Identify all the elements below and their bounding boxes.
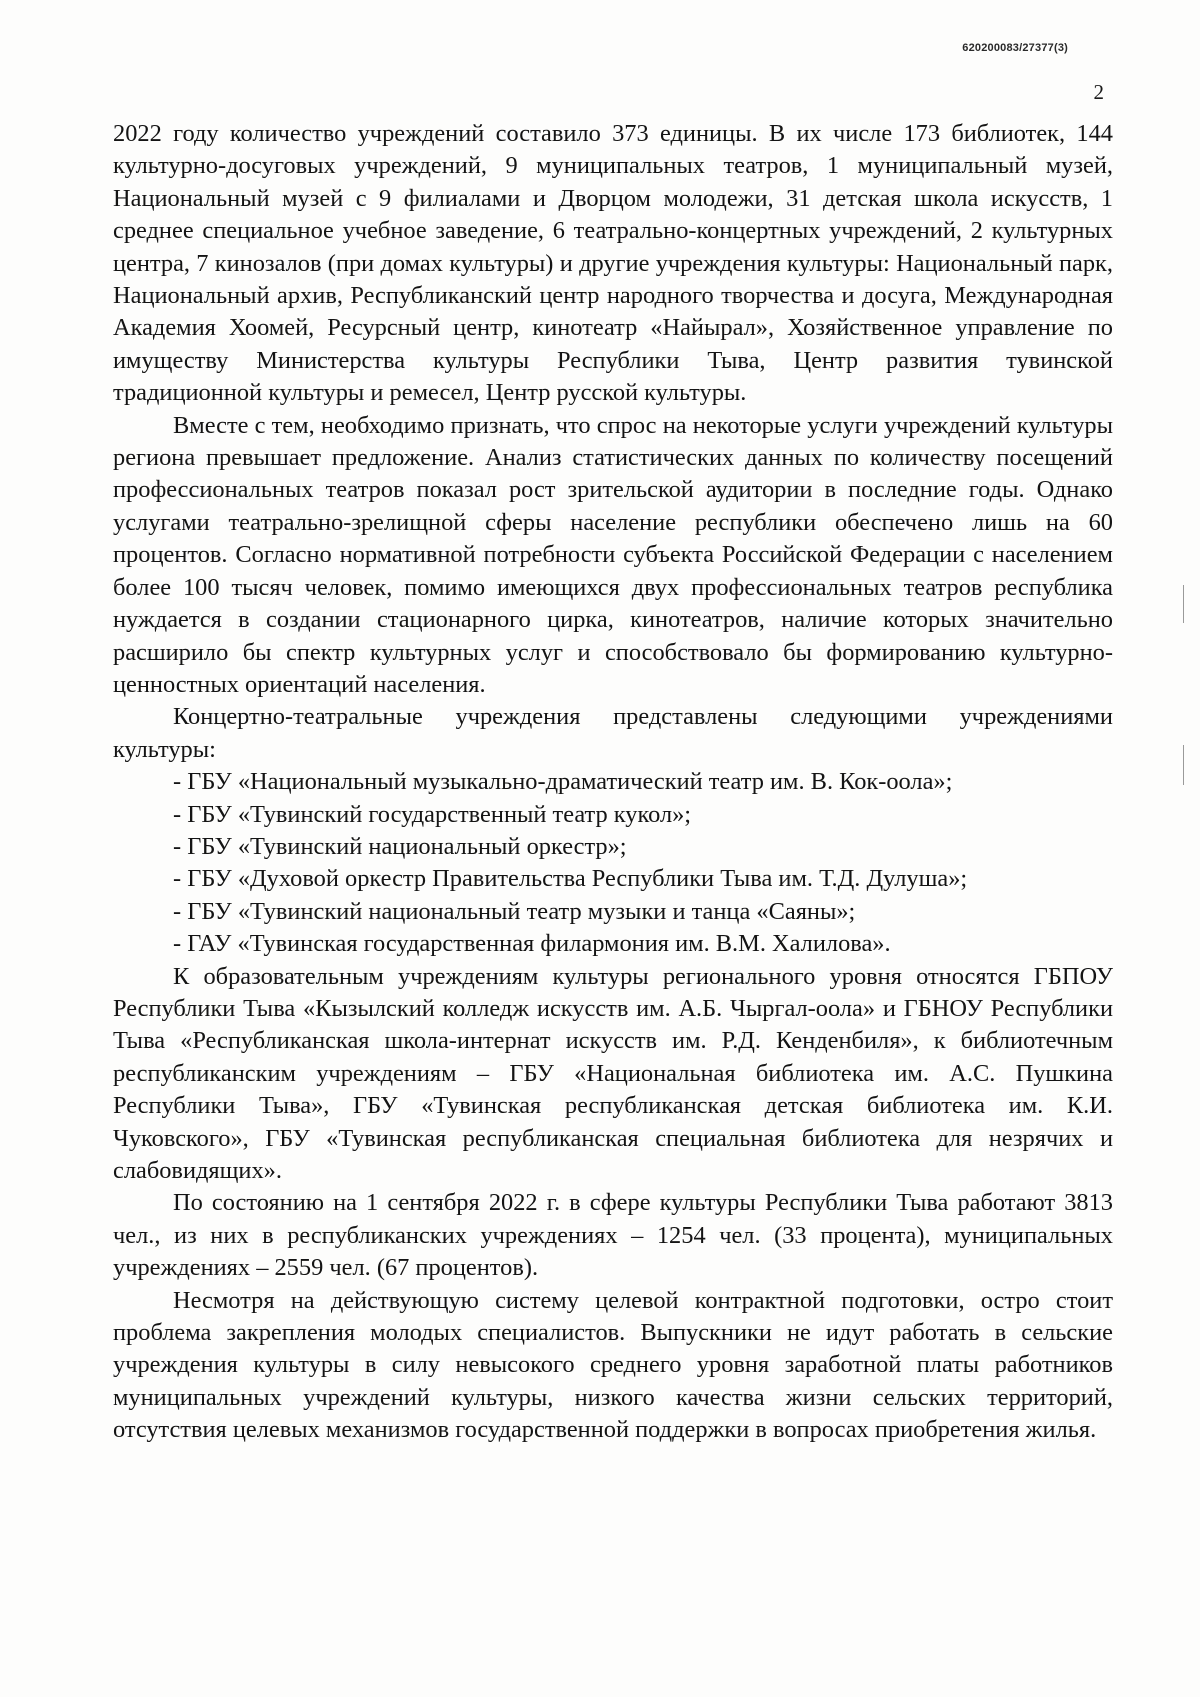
list-item: - ГБУ «Тувинский национальный театр музыки и танца «Саяны»; bbox=[173, 897, 856, 925]
list-item: - ГБУ «Национальный музыкально-драматический театр им. В. Кок-оола»; bbox=[173, 768, 953, 796]
paragraph-educational-institutions: К образовательным учреждениям культуры регионального уровня относятся ГБПОУ Республики Тыва «Кызылский колледж искусств им. А.Б. Чыргал-оола» и ГБНОУ Республики Тыва «Республиканская школа-интернат искусств им. Р.Д. Кенденбиля», к библиотечным республиканским учреждениям – ГБУ «Национальная библиотека им. А.С. Пушкина Республики Тыва», ГБУ «Тувинская республиканская детская библиотека им. К.И. Чуковского», ГБУ «Тувинская республиканская специальная библиотека для незрячих и слабовидящих». bbox=[113, 962, 1113, 1184]
list-item: - ГБУ «Духовой оркестр Правительства Республики Тыва им. Т.Д. Дулуша»; bbox=[173, 865, 968, 893]
institution-list bbox=[113, 766, 1113, 960]
list-item: - ГАУ «Тувинская государственная филармония им. В.М. Халилова». bbox=[173, 930, 891, 958]
scan-margin-mark bbox=[1183, 585, 1184, 623]
page-number: 2 bbox=[1093, 80, 1104, 104]
list-item: - ГБУ «Тувинский государственный театр кукол»; bbox=[173, 800, 692, 828]
paragraph-staff-count: По состоянию на 1 сентября 2022 г. в сфере культуры Республики Тыва работают 3813 чел., из них в республиканских учреждениях – 1254 чел. (33 процента), муниципальных учреждениях – 2559 чел. (67 процентов). bbox=[113, 1189, 1113, 1282]
paragraph-concert-theatre-intro: Концертно-театральные учреждения представлены следующими учреждениями культуры: bbox=[113, 703, 1113, 763]
scan-margin-mark bbox=[1183, 745, 1184, 785]
document-body bbox=[113, 118, 1113, 1447]
document-id: 620200083/27377(3) bbox=[962, 42, 1068, 54]
paragraph-young-specialists: Несмотря на действующую систему целевой контрактной подготовки, остро стоит проблема закрепления молодых специалистов. Выпускники не идут работать в сельские учреждения культуры в силу невысокого среднего уровня заработной платы работников муниципальных учреждений культуры, низкого качества жизни сельских территорий, отсутствия целевых механизмов государственной поддержки в вопросах приобретения жилья. bbox=[113, 1286, 1113, 1444]
list-item: - ГБУ «Тувинский национальный оркестр»; bbox=[173, 832, 627, 860]
paragraph-demand: Вместе с тем, необходимо признать, что спрос на некоторые услуги учреждений культуры региона превышает предложение. Анализ статистических данных по количеству посещений профессиональных театров показал рост зрительской аудитории в последние годы. Однако услугами театрально-зрелищной сферы население республики обеспечено лишь на 60 процентов. Согласно нормативной потребности субъекта Российской Федерации с населением более 100 тысяч человек, помимо имеющихся двух профессиональных театров республика нуждается в создании стационарного цирка, кинотеатров, наличие которых значительно расширило бы спектр культурных услуг и способствовало бы формированию культурно-ценностных ориентаций населения. bbox=[113, 411, 1113, 698]
paragraph-institutions-count: 2022 году количество учреждений составило 373 единицы. В их числе 173 библиотек, 144 культурно-досуговых учреждений, 9 муниципальных театров, 1 муниципальный музей, Национальный музей с 9 филиалами и Дворцом молодежи, 31 детская школа искусств, 1 среднее специальное учебное заведение, 6 театрально-концертных учреждений, 2 культурных центра, 7 кинозалов (при домах культуры) и другие учреждения культуры: Национальный парк, Национальный архив, Республиканский центр народного творчества и досуга, Международная Академия Хоомей, Ресурсный центр, кинотеатр «Найырал», Хозяйственное управление по имуществу Министерства культуры Республики Тыва, Центр развития тувинской традиционной культуры и ремесел, Центр русской культуры. bbox=[113, 120, 1113, 407]
